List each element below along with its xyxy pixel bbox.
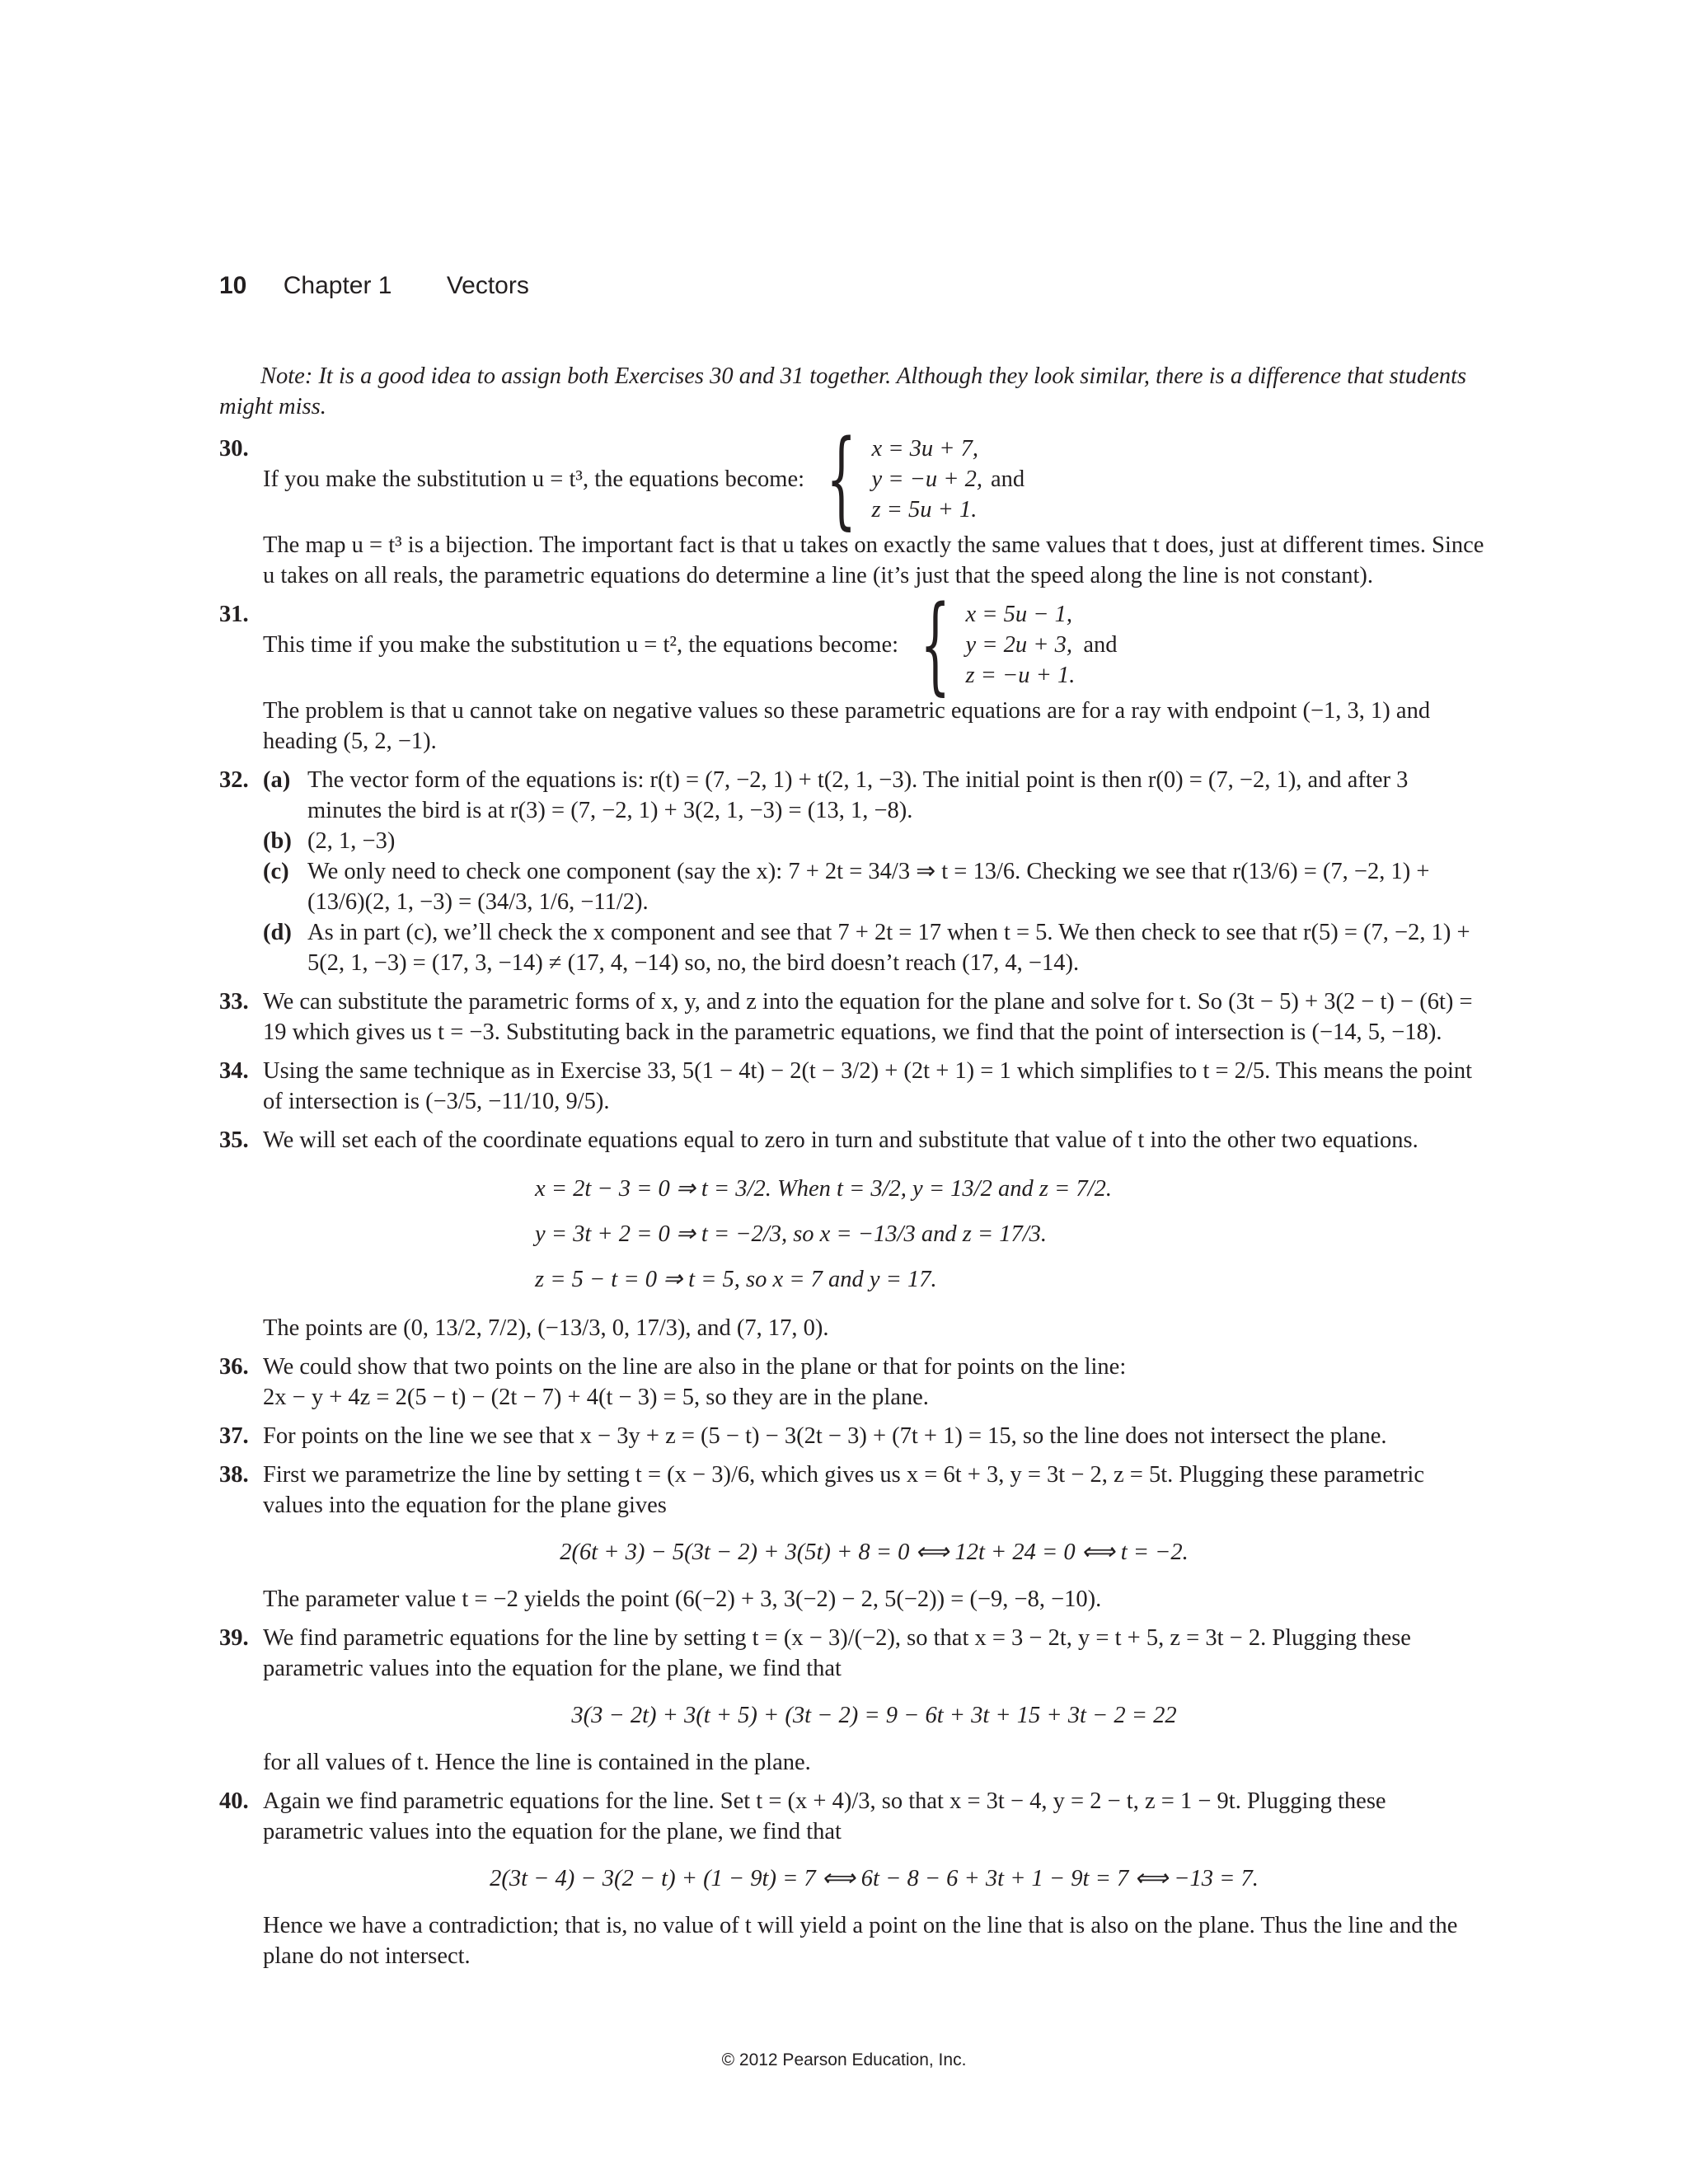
exercise-conclusion: Hence we have a contradiction; that is, no value of t will yield a point on the line that is also on the plane. Thus the line and the plane do not intersect. bbox=[263, 1913, 1458, 1969]
exercise-number: 34. bbox=[219, 1058, 249, 1084]
display-line-1: x = 2t − 3 = 0 ⇒ t = 3/2. When t = 3/2, y = 13/2 and z = 7/2. bbox=[535, 1176, 1112, 1202]
exercise-30 bbox=[219, 417, 1485, 591]
exercise-text: Using the same technique as in Exercise 33, 5(1 − 4t) − 2(t − 3/2) + (2t + 1) = 1 which simplifies to t = 2/5. This means the point of intersection is (−3/5, −11/10, 9/5). bbox=[263, 1058, 1473, 1114]
exercise-number: 35. bbox=[219, 1127, 249, 1153]
left-brace-icon: { bbox=[920, 583, 951, 706]
chapter-label: Chapter 1 bbox=[283, 272, 392, 299]
exercise-text: The problem is that u cannot take on negative values so these parametric equations are for a ray with endpoint (−1, 3, 1) and heading (5, 2, −1). bbox=[263, 698, 1431, 754]
exercise-38 bbox=[219, 1460, 1485, 1615]
exercise-35 bbox=[219, 1125, 1485, 1343]
exercise-equation-line: 2x − y + 4z = 2(5 − t) − (2t − 7) + 4(t − 3) = 5, so they are in the plane. bbox=[263, 1385, 929, 1410]
part-d bbox=[263, 917, 1485, 978]
exercise-number: 40. bbox=[219, 1788, 249, 1814]
section-title: Vectors bbox=[446, 272, 529, 299]
system-lead: If you make the substitution u = t³, the equations become: bbox=[263, 466, 805, 492]
exercise-37 bbox=[219, 1421, 1485, 1451]
exercise-text: We could show that two points on the line are also in the plane or that for points on the line: bbox=[263, 1354, 1127, 1380]
exercise-number: 39. bbox=[219, 1625, 249, 1651]
display-equations bbox=[535, 1174, 1485, 1295]
system-tail: and bbox=[1083, 632, 1118, 658]
equation-x: x = 5u − 1, bbox=[965, 602, 1072, 627]
exercise-text: We will set each of the coordinate equations equal to zero in turn and substitute that value of t into the other two equations. bbox=[263, 1127, 1418, 1153]
page-number: 10 bbox=[219, 272, 247, 299]
part-a bbox=[263, 765, 1485, 826]
equation-y: y = 2u + 3, bbox=[965, 632, 1072, 658]
equation-z: z = −u + 1. bbox=[965, 663, 1076, 688]
exercise-text: We can substitute the parametric forms of x, y, and z into the equation for the plane and solve for t. So (3t − 5) + 3(2 − t) − (6t) = 19 which gives us t = −3. Substituting back in the parametric equations, we find that the point of intersection is (−14, 5, −18). bbox=[263, 989, 1473, 1045]
part-text: (2, 1, −3) bbox=[307, 828, 396, 854]
system-lead: This time if you make the substitution u = t², the equations become: bbox=[263, 632, 899, 658]
display-equation: 3(3 − 2t) + 3(t + 5) + (3t − 2) = 9 − 6t + 3t + 15 + 3t − 2 = 22 bbox=[571, 1703, 1177, 1728]
exercise-number: 37. bbox=[219, 1423, 249, 1449]
exercise-40 bbox=[219, 1786, 1485, 1971]
left-brace-icon: { bbox=[826, 417, 857, 541]
equation-system bbox=[263, 583, 1485, 706]
part-text: We only need to check one component (say the x): 7 + 2t = 34/3 ⇒ t = 13/6. Checking we see that r(13/6) = (7, −2, 1) + (13/6)(2, 1, −3) = (34/3, 1/6, −11/2). bbox=[307, 859, 1430, 915]
display-equation: 2(6t + 3) − 5(3t − 2) + 3(5t) + 8 = 0 ⟺ 12t + 24 = 0 ⟺ t = −2. bbox=[560, 1540, 1189, 1565]
system-tail: and bbox=[990, 466, 1025, 492]
part-label: (a) bbox=[263, 767, 291, 793]
part-text: The vector form of the equations is: r(t) = (7, −2, 1) + t(2, 1, −3). The initial point is then r(0) = (7, −2, 1), and after 3 minutes the bird is at r(3) = (7, −2, 1) + 3(2, 1, −3) = (13, 1, −8). bbox=[307, 767, 1409, 823]
part-b bbox=[263, 826, 1485, 856]
part-label: (c) bbox=[263, 859, 289, 884]
part-label: (b) bbox=[263, 828, 292, 854]
equation-x: x = 3u + 7, bbox=[871, 436, 978, 462]
exercise-parts bbox=[263, 765, 1485, 978]
exercise-text: The map u = t³ is a bijection. The important fact is that u takes on exactly the same values that t does, just at different times. Since u takes on all reals, the parametric equations do determine a line (it’s just that the speed along the line is not constant). bbox=[263, 532, 1484, 588]
exercise-36 bbox=[219, 1352, 1485, 1413]
display-line-3: z = 5 − t = 0 ⇒ t = 5, so x = 7 and y = 17. bbox=[535, 1267, 937, 1292]
exercise-34 bbox=[219, 1056, 1485, 1117]
exercise-31 bbox=[219, 583, 1485, 757]
equation-list bbox=[871, 434, 982, 525]
exercise-text: First we parametrize the line by setting t = (x − 3)/6, which gives us x = 6t + 3, y = 3t − 2, z = 5t. Plugging these parametric values into the equation for the plane gives bbox=[263, 1462, 1424, 1518]
exercise-32 bbox=[219, 765, 1485, 978]
exercise-33 bbox=[219, 987, 1485, 1047]
exercise-number: 32. bbox=[219, 767, 249, 793]
equation-z: z = 5u + 1. bbox=[871, 497, 978, 523]
part-c bbox=[263, 856, 1485, 917]
exercise-number: 33. bbox=[219, 989, 249, 1015]
display-line-2: y = 3t + 2 = 0 ⇒ t = −2/3, so x = −13/3 and z = 17/3. bbox=[535, 1221, 1048, 1247]
exercise-text: We find parametric equations for the line by setting t = (x − 3)/(−2), so that x = 3 − 2t, y = t + 5, z = 3t − 2. Plugging these parametric values into the equation for the plane, we find that bbox=[263, 1625, 1411, 1681]
exercise-note: Note: It is a good idea to assign both Exercises 30 and 31 together. Although they look similar, there is a difference that students might miss. bbox=[219, 363, 1467, 419]
exercise-number: 36. bbox=[219, 1354, 249, 1380]
equation-list bbox=[965, 599, 1075, 691]
part-label: (d) bbox=[263, 920, 292, 945]
equation-y: y = −u + 2, bbox=[871, 466, 982, 492]
exercise-number: 30. bbox=[219, 436, 249, 462]
exercise-number: 31. bbox=[219, 602, 249, 627]
exercise-number: 38. bbox=[219, 1462, 249, 1488]
page-body bbox=[219, 361, 1485, 1980]
copyright-footer: © 2012 Pearson Education, Inc. bbox=[721, 2050, 967, 2069]
exercise-39 bbox=[219, 1623, 1485, 1778]
exercise-text: For points on the line we see that x − 3y + z = (5 − t) − 3(2t − 3) + (7t + 1) = 15, so the line does not intersect the plane. bbox=[263, 1423, 1387, 1449]
exercise-conclusion: The parameter value t = −2 yields the point (6(−2) + 3, 3(−2) − 2, 5(−2)) = (−9, −8, −10). bbox=[263, 1586, 1102, 1612]
exercise-conclusion: The points are (0, 13/2, 7/2), (−13/3, 0, 17/3), and (7, 17, 0). bbox=[263, 1315, 829, 1341]
equation-system bbox=[263, 417, 1485, 541]
exercise-text: Again we find parametric equations for the line. Set t = (x + 4)/3, so that x = 3t − 4, y = 2 − t, z = 1 − 9t. Plugging these parametric values into the equation for the plane, we find that bbox=[263, 1788, 1386, 1844]
display-equation: 2(3t − 4) − 3(2 − t) + (1 − 9t) = 7 ⟺ 6t − 8 − 6 + 3t + 1 − 9t = 7 ⟺ −13 = 7. bbox=[490, 1866, 1259, 1891]
part-text: As in part (c), we’ll check the x component and see that 7 + 2t = 17 when t = 5. We then check to see that r(5) = (7, −2, 1) + 5(2, 1, −3) = (17, 3, −14) ≠ (17, 4, −14) so, no, the bird doesn’t reach (17, 4, −14). bbox=[307, 920, 1470, 976]
running-header bbox=[219, 272, 529, 300]
exercise-conclusion: for all values of t. Hence the line is contained in the plane. bbox=[263, 1750, 811, 1775]
